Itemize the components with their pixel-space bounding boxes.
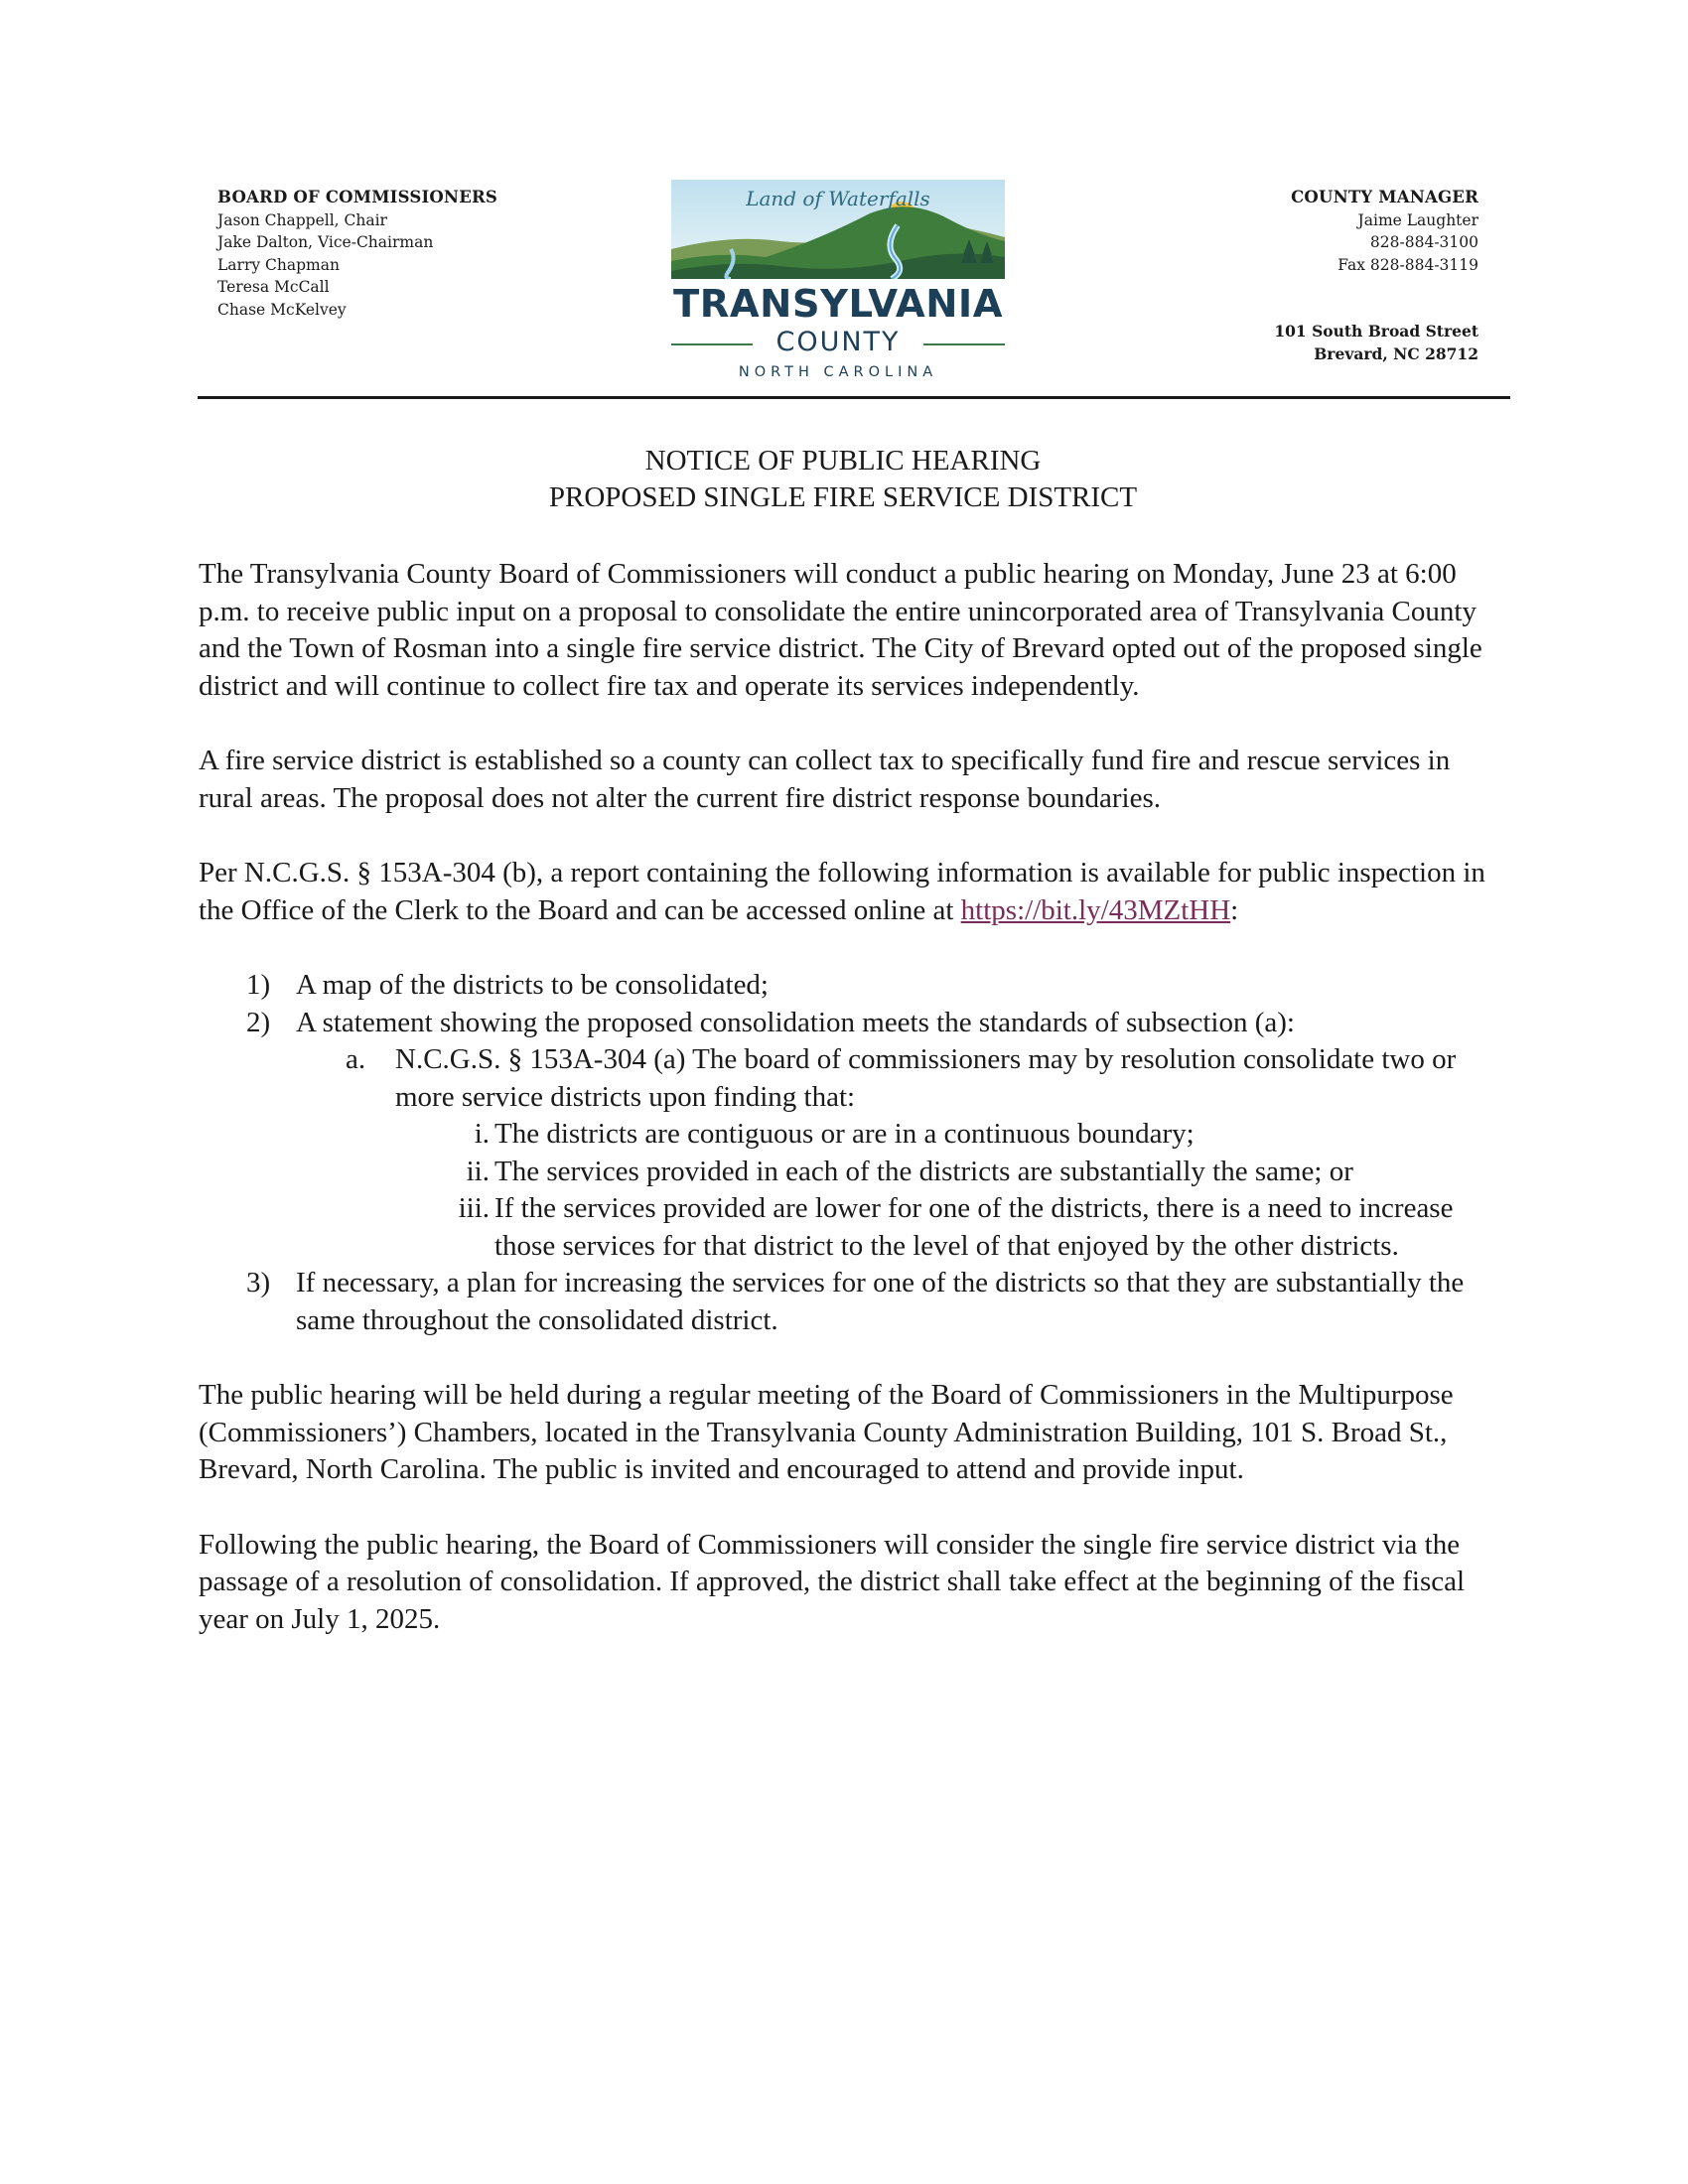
logo-state-label: NORTH CAROLINA (738, 364, 938, 380)
logo-tagline: Land of Waterfalls (746, 187, 930, 210)
sub-list-label: a. (346, 1043, 366, 1075)
board-member: Larry Chapman (217, 255, 340, 274)
list-text: A statement showing the proposed consolidation meets the standards of subsection (a): (296, 1006, 1295, 1038)
sub-list-text: N.C.G.S. § 153A-304 (a) The board of commissioners may by resolution consolidate two or more service districts upon finding that: (395, 1043, 1457, 1113)
mountain-waterfall-logo-icon (671, 180, 1005, 279)
sub-list-item (199, 1041, 1509, 1116)
board-heading: BOARD OF COMMISSIONERS (217, 188, 498, 206)
board-of-commissioners-block (217, 187, 575, 321)
logo-county-row (671, 327, 1005, 360)
list-number: 2) (246, 1006, 271, 1038)
header-divider (198, 396, 1510, 399)
paragraph-hearing-announcement: The Transylvania County Board of Commissioners will conduct a public hearing on Monday, June 23 at 6:00 p.m. to receive public input on a proposal to consolidate the entire unincorporated area of Transylvania County and the Town of Rosman into a single fire service district. The City of Brevard opted out of the proposed single district and will continue to collect fire tax and operate its services independently. (199, 558, 1482, 702)
logo-county-name: TRANSYLVANIA (672, 282, 1004, 327)
manager-heading: COUNTY MANAGER (1291, 188, 1478, 206)
board-member: Jason Chappell, Chair (217, 210, 387, 229)
roman-list-item (199, 1154, 1509, 1191)
county-manager-block (1121, 187, 1478, 365)
board-member: Teresa McCall (217, 278, 330, 296)
report-text: Per N.C.G.S. § 153A-304 (b), a report containing the following information is available for public inspection in the Office of the Clerk to the Board and can be accessed online at (199, 857, 1485, 926)
roman-label: i. (474, 1118, 490, 1150)
list-text: If necessary, a plan for increasing the services for one of the districts so that they are substantially the same throughout the consolidated district. (296, 1267, 1465, 1336)
list-item (199, 1005, 1509, 1042)
manager-fax: Fax 828-884-3119 (1337, 255, 1478, 274)
board-member: Chase McKelvey (217, 300, 347, 319)
notice-title (198, 443, 1488, 516)
county-logo (671, 180, 1005, 384)
roman-text: The districts are contiguous or are in a continuous boundary; (494, 1118, 1195, 1150)
report-contents-list (199, 967, 1509, 1339)
title-line-1: NOTICE OF PUBLIC HEARING (644, 445, 1042, 477)
roman-text: The services provided in each of the districts are substantially the same; or (494, 1155, 1353, 1187)
roman-label: iii. (458, 1192, 490, 1224)
list-item (199, 967, 1509, 1005)
paragraph-following-action: Following the public hearing, the Board of Commissioners will consider the single fire service district via the passage of a resolution of consolidation. If approved, the district shall take effect at the beginning of the fiscal year on July 1, 2025. (199, 1528, 1466, 1635)
manager-phone: 828-884-3100 (1369, 233, 1478, 251)
report-colon: : (1230, 893, 1239, 926)
address-line-1: 101 South Broad Street (1274, 322, 1478, 341)
manager-name: Jaime Laughter (1357, 210, 1478, 229)
logo-county-label: COUNTY (775, 327, 901, 357)
list-text: A map of the districts to be consolidated; (296, 969, 769, 1001)
roman-list-item (199, 1190, 1509, 1265)
paragraph-district-definition: A fire service district is established so a county can collect tax to specifically fund fire and rescue services in rural areas. The proposal does not alter the current fire district response boundaries. (199, 745, 1451, 814)
address-line-2: Brevard, NC 28712 (1314, 343, 1478, 363)
roman-list-item (199, 1116, 1509, 1154)
list-item (199, 1265, 1509, 1339)
title-line-2: PROPOSED SINGLE FIRE SERVICE DISTRICT (548, 481, 1138, 513)
board-member: Jake Dalton, Vice-Chairman (217, 233, 434, 251)
list-number: 1) (246, 969, 271, 1001)
paragraph-report-availability (199, 855, 1509, 929)
roman-text: If the services provided are lower for one of the districts, there is a need to increase those services for that district to the level of that enjoyed by the other districts. (494, 1192, 1454, 1262)
roman-label: ii. (466, 1155, 490, 1187)
list-number: 3) (246, 1267, 271, 1298)
paragraph-hearing-location: The public hearing will be held during a regular meeting of the Board of Commissioners in the Multipurpose (Commissioners’) Chambers, located in the Transylvania County Administration Building, 101 S. Broad St., Brevard, North Carolina. The public is invited and encouraged to attend and provide input. (199, 1379, 1454, 1485)
report-link[interactable]: https://bit.ly/43MZtHH (960, 893, 1231, 926)
notice-body (199, 556, 1509, 1676)
